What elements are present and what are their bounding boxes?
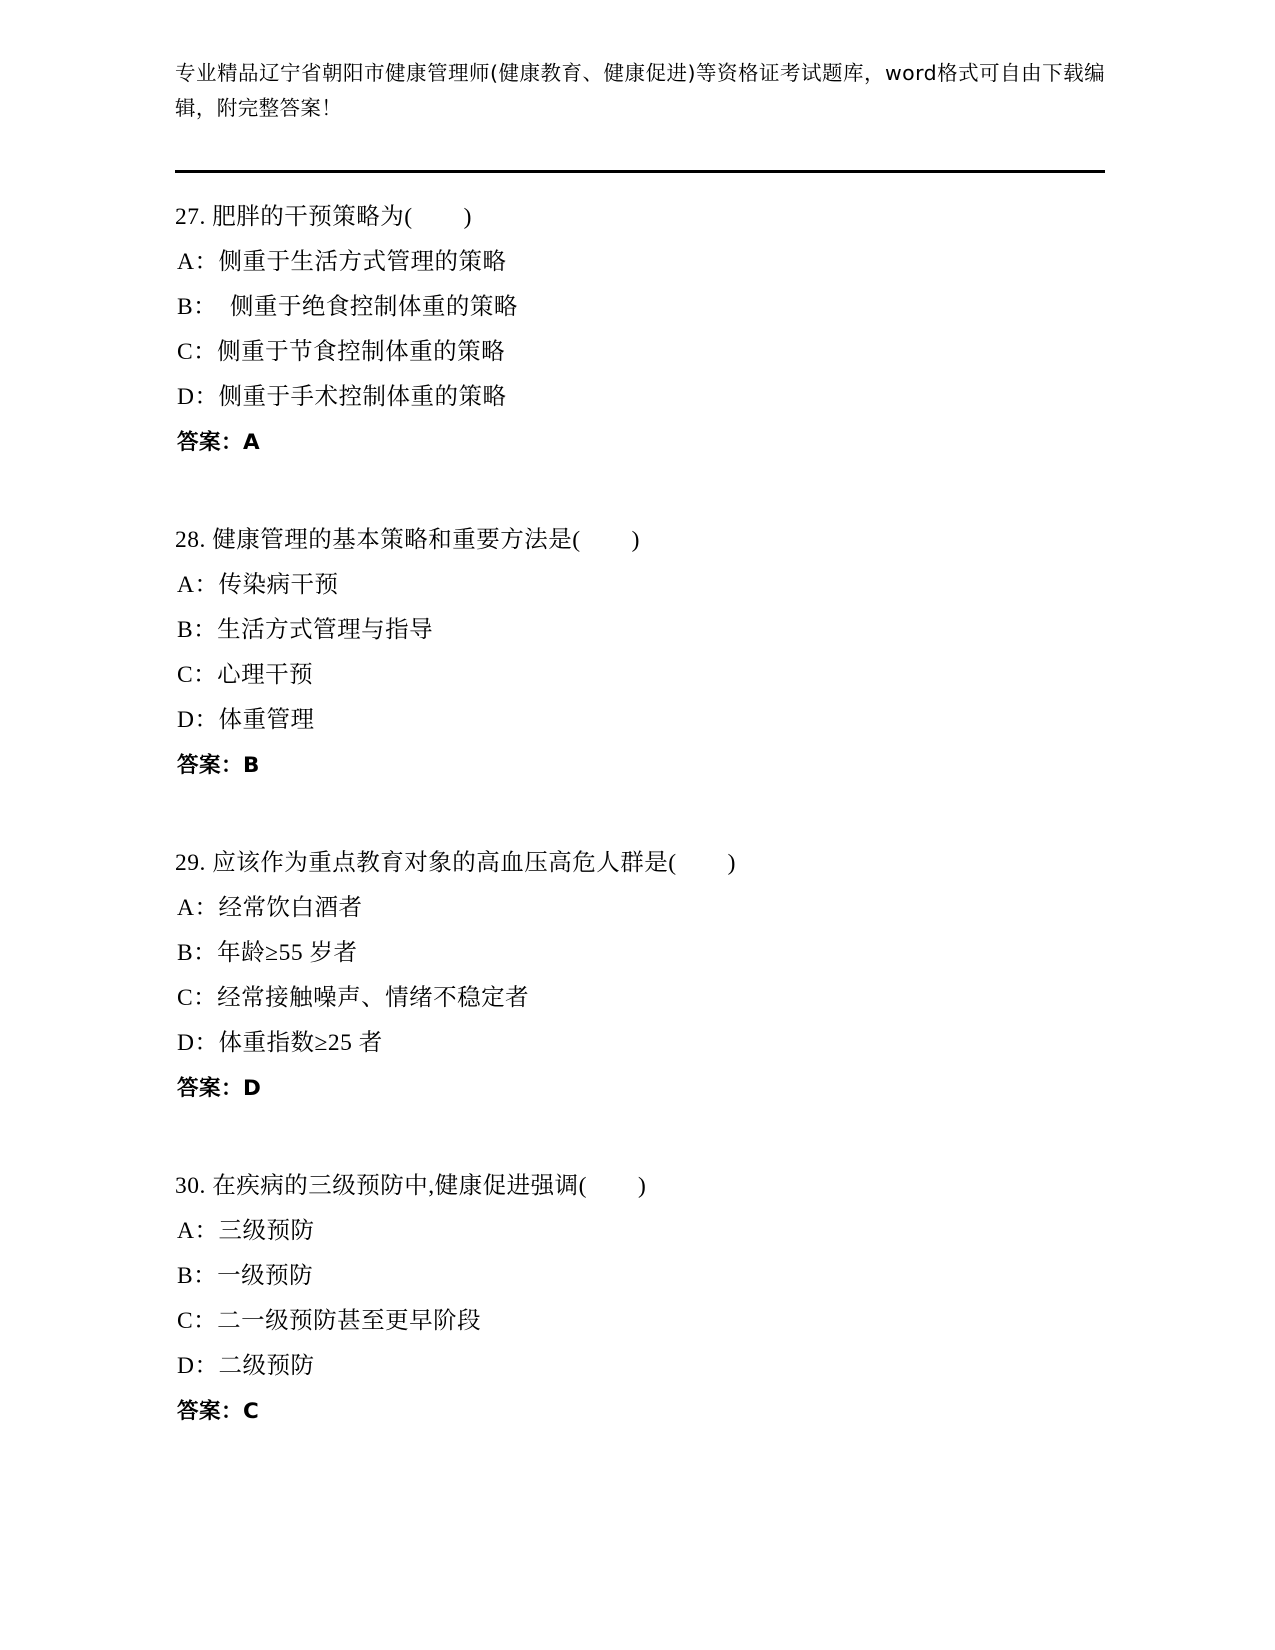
question-answer: 答案：B [177, 753, 260, 778]
question-option: A：经常饮白酒者 [177, 895, 363, 921]
question-title: 30. 在疾病的三级预防中,健康促进强调( ) [175, 1173, 647, 1199]
question-item [175, 195, 1105, 466]
document-header: 专业精品辽宁省朝阳市健康管理师(健康教育、健康促进)等资格证考试题库，word格式可自由下载编辑，附完整答案！ [175, 61, 1105, 120]
question-title: 28. 健康管理的基本策略和重要方法是( ) [175, 527, 640, 553]
question-option: A：三级预防 [177, 1218, 315, 1244]
question-option: A：侧重于生活方式管理的策略 [177, 249, 507, 275]
question-option: D：二级预防 [177, 1353, 315, 1379]
question-item [175, 841, 1105, 1112]
question-option: D：侧重于手术控制体重的策略 [177, 384, 507, 410]
header-divider [175, 170, 1105, 173]
question-title: 29. 应该作为重点教育对象的高血压高危人群是( ) [175, 850, 736, 876]
question-option: B：一级预防 [177, 1263, 314, 1289]
question-answer: 答案：C [177, 1399, 260, 1424]
question-title: 27. 肥胖的干预策略为( ) [175, 204, 472, 230]
question-option: D：体重指数≥25 者 [177, 1030, 383, 1056]
question-list [175, 195, 1105, 1435]
question-option: C：侧重于节食控制体重的策略 [177, 339, 506, 365]
question-option: C：经常接触噪声、情绪不稳定者 [177, 985, 530, 1011]
question-option: B： 侧重于绝食控制体重的策略 [177, 294, 518, 320]
question-item [175, 518, 1105, 789]
question-option: B：生活方式管理与指导 [177, 617, 434, 643]
question-option: C：心理干预 [177, 662, 314, 688]
question-answer: 答案：D [177, 1076, 262, 1101]
question-item [175, 1164, 1105, 1435]
question-option: D：体重管理 [177, 707, 315, 733]
question-option: B：年龄≥55 岁者 [177, 940, 358, 966]
question-option: A：传染病干预 [177, 572, 339, 598]
question-option: C：二一级预防甚至更早阶段 [177, 1308, 482, 1334]
question-answer: 答案：A [177, 430, 261, 455]
